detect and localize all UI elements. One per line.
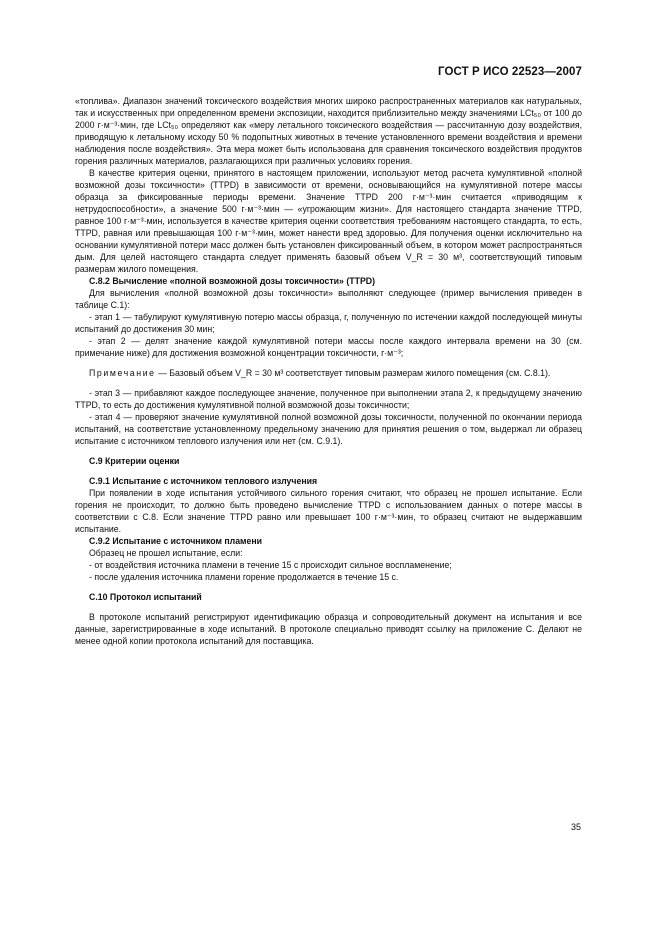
list-item: - после удаления источника пламени горение продолжается в течение 15 с.	[89, 572, 399, 582]
paragraph: В качестве критерия оценки, принятого в настоящем приложении, используют метод расчета кумулятивной «полной возможной дозы токсичности» (TTPD) в зависимости от времени, основывающийся на кумулятивной потере массы образца за фиксированные периоды времени. Значение TTPD 200 г·м⁻³·мин считается «приводящим к нетрудоспособности», а значение 500 г·м⁻³·мин — «угрожающим жизни». Для настоящего стандарта значение TTPD, равное 100 г·м⁻³·мин, используется в качестве критерия оценки соответствия требованиям настоящего стандарта, то есть, TTPD, равная или превышающая 100 г·м⁻³·мин, может нанести вред здоровью. Для получения оценки исключительно на основании кумулятивной потери масс должен быть установлен фиксированный объем, в котором может распространяться дым. Для целей настоящего стандарта следует применять базовый объем V_R = 30 м³, соответствующий типовым размерам жилого помещения.	[75, 168, 582, 274]
list-item: - этап 3 — прибавляют каждое последующее значение, полученное при выполнении этапа 2, к предыдущему значению TTPD, то есть до достижения кумулятивной полной возможной дозы токсичности;	[75, 388, 582, 410]
section-heading: С.8.2 Вычисление «полной возможной дозы токсичности» (TTPD)	[89, 276, 376, 286]
paragraph: «топлива». Диапазон значений токсического воздействия многих широко распространенных материалов как натуральных, так и искусственных при определенном времени экспозиции, находится приблизительно между значениями LCt₅₀ от 100 до 2000 г·м⁻³·мин, где LCt₅₀ определяют как «меру летального токсического воздействия — рассчитанную дозу воздействия, приводящую к летальному исходу 50 % подопытных животных в течение установленного времени воздействия и времени наблюдения после воздействия». Эта мера может быть использована для сравнения токсического воздействия продуктов горения различных материалов, разлагающихся при различных условиях горения.	[75, 96, 582, 166]
list-item: - этап 2 — делят значение каждой кумулятивной потери массы после каждого интервала времени на 30 (см. примечание ниже) для достижения возможной концентрации токсичности, г·м⁻³;	[75, 336, 582, 358]
note-text: — Базовый объем V_R = 30 м³ соответствует типовым размерам жилого помещения (см. С.8.1).	[155, 368, 551, 378]
section-heading: С.9.2 Испытание с источником пламени	[89, 536, 263, 546]
document-header: ГОСТ Р ИСО 22523—2007	[437, 66, 582, 78]
section-heading: С.10 Протокол испытаний	[89, 592, 202, 602]
list-item: - этап 1 — табулируют кумулятивную потерю массы образца, г, полученную по истечении каждой последующей минуты испытаний до достижения 30 мин;	[75, 312, 582, 334]
section-heading: С.9.1 Испытание с источником теплового излучения	[89, 476, 318, 486]
list-item: - этап 4 — проверяют значение кумулятивной полной возможной дозы токсичности, полученной по окончании периода испытаний, на соответствие установленному предельному значению для принятия решения о том, выдержал ли образец испытание с источником теплового излучения или нет (см. С.9.1).	[75, 412, 582, 446]
page-number: 35	[570, 822, 581, 832]
list-item: - от воздействия источника пламени в течение 15 с происходит сильное воспламенение;	[89, 560, 452, 570]
document-body	[75, 95, 582, 647]
paragraph: В протоколе испытаний регистрируют идентификацию образца и сопроводительный документ на испытания и все данные, зарегистрированные в ходе испытаний. В протоколе специально приводят ссылку на приложение С. Делают не менее одной копии протокола испытаний для поставщика.	[75, 612, 582, 646]
paragraph: При появлении в ходе испытания устойчивого сильного горения считают, что образец не прошел испытание. Если горения не происходит, то должно быть проведено вычисление TTPD с использованием данных о потере массы в соответствии с С.8. Если значение TTPD равно или превышает 100 г·м⁻³·мин, то образец считают не выдержавшим испытание.	[75, 488, 582, 534]
paragraph: Для вычисления «полной возможной дозы токсичности» выполняют следующее (пример вычисления приведен в таблице С.1):	[75, 288, 582, 310]
note-label: Примечание	[89, 368, 156, 378]
section-heading: С.9 Критерии оценки	[89, 456, 180, 466]
paragraph: Образец не прошел испытание, если:	[89, 548, 243, 558]
note	[75, 367, 582, 379]
